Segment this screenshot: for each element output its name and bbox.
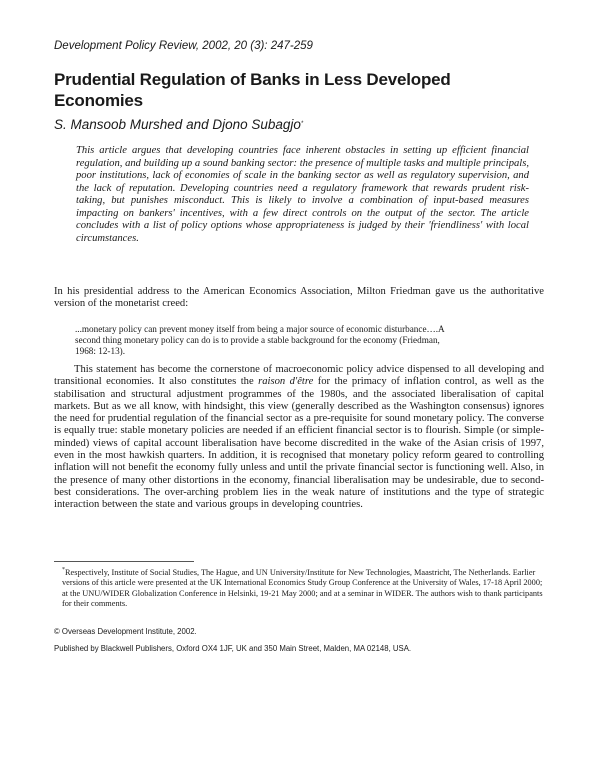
author-footnote-marker: *	[300, 121, 304, 127]
article-abstract: This article argues that developing countries face inherent obstacles in setting up efficient financial regulation, and building up a sound banking sector: the presence of multiple tasks and multiple principals, poor institutions, lack of economies of scale in the banking sector as well as regulatory supervision, and the lack of reputation. Developing countries need a regulatory framework that rewards prudent risk-taking, but punishes misconduct. This is likely to involve a combination of input-based measures impacting on bankers' incentives, with a few direct controls on the output of the sector. The article concludes with a list of policy options whose appropriateness is judged by their 'friendliness' with local circumstances.	[76, 145, 529, 244]
footnote-text: Respectively, Institute of Social Studies, The Hague, and UN University/Institute for New Technologies, Maastricht, The Netherlands. Earlier versions of this article were presented at the UK International Economics Study Group Conference at the University of Wales, 17-18 April 2000; at the UNU/WIDER Globalization Conference in Helsinki, 19-21 May 2000; and at a seminar in WIDER. The authors wish to thank participants for their comments.	[62, 568, 543, 609]
journal-citation: Development Policy Review, 2002, 20 (3): 247-259	[54, 40, 313, 52]
article-title: Prudential Regulation of Banks in Less Developed Economies	[54, 70, 451, 110]
body-paragraph-1: In his presidential address to the American Economics Association, Milton Friedman gave us the authoritative version of the monetarist creed:	[54, 286, 544, 310]
paragraph-2-text-b: for the primacy of inflation control, as well as the stabilisation and structural adjustment programmes of the 1980s, and the associated liberalisation of capital markets. But as we all know, with hindsight, this view (generally described as the Washington consensus) ignores the need for prudential regulation of the financial sector as a pre-requisite for sound monetary policy. The converse is equally true: stable monetary policies are needed if an efficient financial sector is to flourish. Simple (or simple-minded) views of capital account liberalisation have become discredited in the wake of the Asian crisis of 1997, even in the most hawkish quarters. In addition, it is recognised that monetary policy reform geared to controlling inflation will not benefit the economy fully unless and until the private financial sector is functioning well. Also, in the presence of many other distortions in the economy, financial liberalisation may be undesirable, due to second-best considerations. The over-arching problem lies in the weak nature of institutions and the type of strategic interaction between the state and various groups in developing countries.	[54, 376, 544, 511]
publisher-line: Published by Blackwell Publishers, Oxford OX4 1JF, UK and 350 Main Street, Malden, MA 02148, USA.	[54, 644, 412, 653]
block-quote: ...monetary policy can prevent money itself from being a major source of economic disturbance….A second thing monetary policy can do is to provide a stable background for the economy (Friedman, 1968: 12-13).	[75, 324, 445, 357]
footnote	[62, 565, 544, 610]
footnote-divider	[54, 561, 194, 562]
article-authors	[54, 117, 534, 132]
author-names: S. Mansoob Murshed and Djono Subagjo	[54, 117, 301, 132]
copyright-notice: © Overseas Development Institute, 2002.	[54, 627, 197, 636]
paragraph-2-italic-term: raison d'être	[258, 376, 314, 388]
body-paragraph-2	[54, 364, 544, 512]
footnote-marker: *	[62, 567, 65, 573]
paragraph-2-text-a: This statement has become the cornerstone of macroeconomic policy advice dispensed to all developing and transitional economies. It also constitutes the	[54, 364, 544, 388]
